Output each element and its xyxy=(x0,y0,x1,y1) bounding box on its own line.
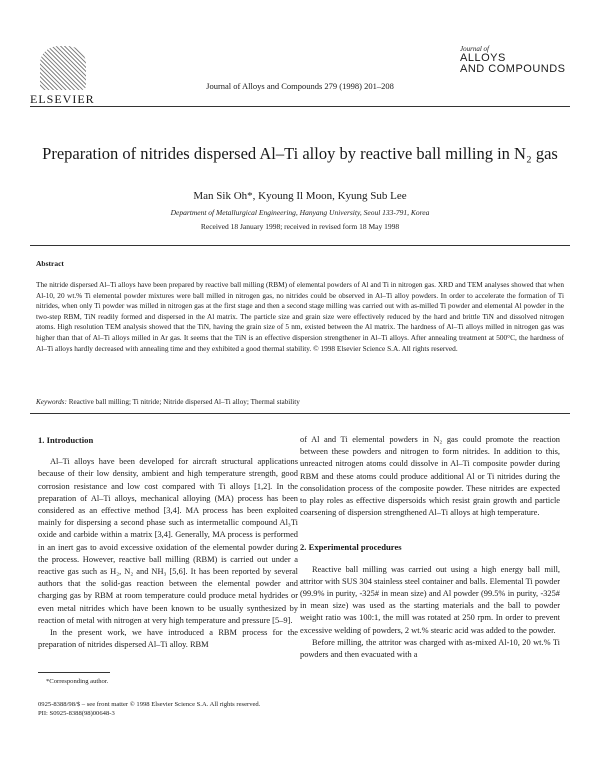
paragraph: In the present work, we have introduced a RBM process for the preparation of nitrides dispersed Al–Ti alloy. RBM xyxy=(38,628,298,650)
journal-reference: Journal of Alloys and Compounds 279 (1998) 201–208 xyxy=(206,81,394,91)
paragraph: of Al and Ti elemental powders in N₂ gas could promote the reaction between these powders and nitrogen to form nitrides. In addition to this, unreacted nitrogen atoms could dissolve in Al–Ti composite powder during RBM and these atoms could produce additional Al or Ti nitrides during the consolidation process of the composite powder. These nitrides are expected to play roles as effective dispersoids which resist grain growth and particle coarsening of dispersion strengthened Al–Ti alloys at high temperature. xyxy=(300,435,560,518)
keywords xyxy=(36,398,564,406)
abstract-divider-bottom xyxy=(30,413,570,414)
paragraph: Reactive ball milling was carried out using a high energy ball mill, attritor with SUS 304 stainless steel container and balls. Elemental Ti powder (99.9% in purity, -325# in mean size) and Al powder (99.5% in purity, -325# in mean size) was used as the starting materials and the ball to powder weight ratio was 100:1, the mill was rotated at 250 rpm. In order to prevent excessive welding of powders, 2 wt.% stearic acid was added to the powder. xyxy=(300,564,560,635)
page-footer xyxy=(38,700,260,718)
footnote-rule xyxy=(38,672,110,673)
footer-copyright: 0925-8388/98/$ – see front matter © 1998 Elsevier Science S.A. All rights reserved. xyxy=(38,701,261,708)
elsevier-logo xyxy=(30,46,110,107)
abstract-divider-top xyxy=(30,245,570,246)
spacer xyxy=(300,519,560,541)
journal-logo-line2: AND COMPOUNDS xyxy=(460,63,566,75)
article-title: Preparation of nitrides dispersed Al–Ti alloy by reactive ball milling in N₂ gas xyxy=(42,144,558,163)
spacer xyxy=(300,554,560,564)
right-column xyxy=(300,434,560,661)
journal-logo-line1: ALLOYS xyxy=(460,52,506,64)
journal-logo xyxy=(460,46,570,75)
header-divider xyxy=(30,106,570,107)
paragraph: Before milling, the attritor was charged with as-mixed Al-10, 20 wt.% Ti powders and then evacuated with a xyxy=(300,637,560,660)
left-column xyxy=(38,434,298,651)
footnote: *Corresponding author. xyxy=(46,678,109,685)
spacer xyxy=(38,446,298,456)
keywords-label: Keywords: xyxy=(36,398,67,406)
abstract-text: The nitride dispersed Al–Ti alloys have been prepared by reactive ball milling (RBM) of elemental powders of Al and Ti in nitrogen gas. XRD and TEM analyses showed that when Al-10, 20 wt.% Ti elemental powder mixtures were ball milled in nitrogen gas, no nitrides could be observed in Al–Ti alloy powders. In order to accelerate the formation of Ti nitrides, when only Ti powder was milled in nitrogen gas at the first stage and then a second stage milling was carried out with as-milled Ti powder and elemental Al powder in the two-step RBM, TiN readily formed and dispersed in the Al matrix. The particle size and grain size were effectively reduced by the hard and brittle TiN and dissolved nitrogen atoms. High resolution TEM analysis showed that the TiN, having the grain size of 5 nm, existed between the Al matrix. The hardness of Al–Ti alloys milled in nitrogen gas was higher than that of Al–Ti alloys milled in Ar gas. It seems that the TiN is an effective dispersion strengthener in Al–Ti alloys. After annealing treatment at 500°C, the hardness of Al–Ti alloys hardly decreased with annealing time and they exhibited a good thermal stability. © 1998 Elsevier Science S.A. All rights reserved. xyxy=(36,280,564,353)
publisher-name: ELSEVIER xyxy=(30,92,95,106)
journal-logo-label: Journal of xyxy=(460,45,489,53)
section-heading-experimental: 2. Experimental procedures xyxy=(300,542,402,553)
paragraph: Al–Ti alloys have been developed for aircraft structural applications because of their low density, ambient and high temperature strength, good corrosion resistance and low cost compared with Ti alloys [1,2]. In the preparation of Al–Ti alloys, mechanical alloying (MA) process has been considered as an effective method [3,4]. MA process has been exploited mainly for dispersing a second phase such as intermetallic compound Al₃Ti oxide and carbide within a matrix [3,4]. Generally, MA process is performed in an inert gas to avoid excessive oxidation of the elemental powder during the process. However, reactive ball milling (RBM) is carried out under a reactive gas such as H₂, N₂ and NH₃ [5,6]. It has been reported by several authors that the solid-gas reaction between the elemental powder and charging gas by RBM at room temperature could produce metal hydrides or even metal nitrides which have been known to be usually synthesized by reaction of metal with nitrogen at very high temperature and pressure [5–9]. xyxy=(38,457,298,625)
received-dates: Received 18 January 1998; received in revised form 18 May 1998 xyxy=(200,222,400,231)
article-authors: Man Sik Oh*, Kyoung Il Moon, Kyung Sub Lee xyxy=(193,190,407,202)
author-affiliation: Department of Metallurgical Engineering, Hanyang University, Seoul 133-791, Korea xyxy=(170,208,430,217)
footer-pii: PII: S0925-8388(98)00648-3 xyxy=(38,710,115,717)
section-heading-introduction: 1. Introduction xyxy=(38,435,94,445)
keywords-list: Reactive ball milling; Ti nitride; Nitride dispersed Al–Ti alloy; Thermal stability xyxy=(66,398,300,406)
abstract-heading: Abstract xyxy=(36,259,64,268)
